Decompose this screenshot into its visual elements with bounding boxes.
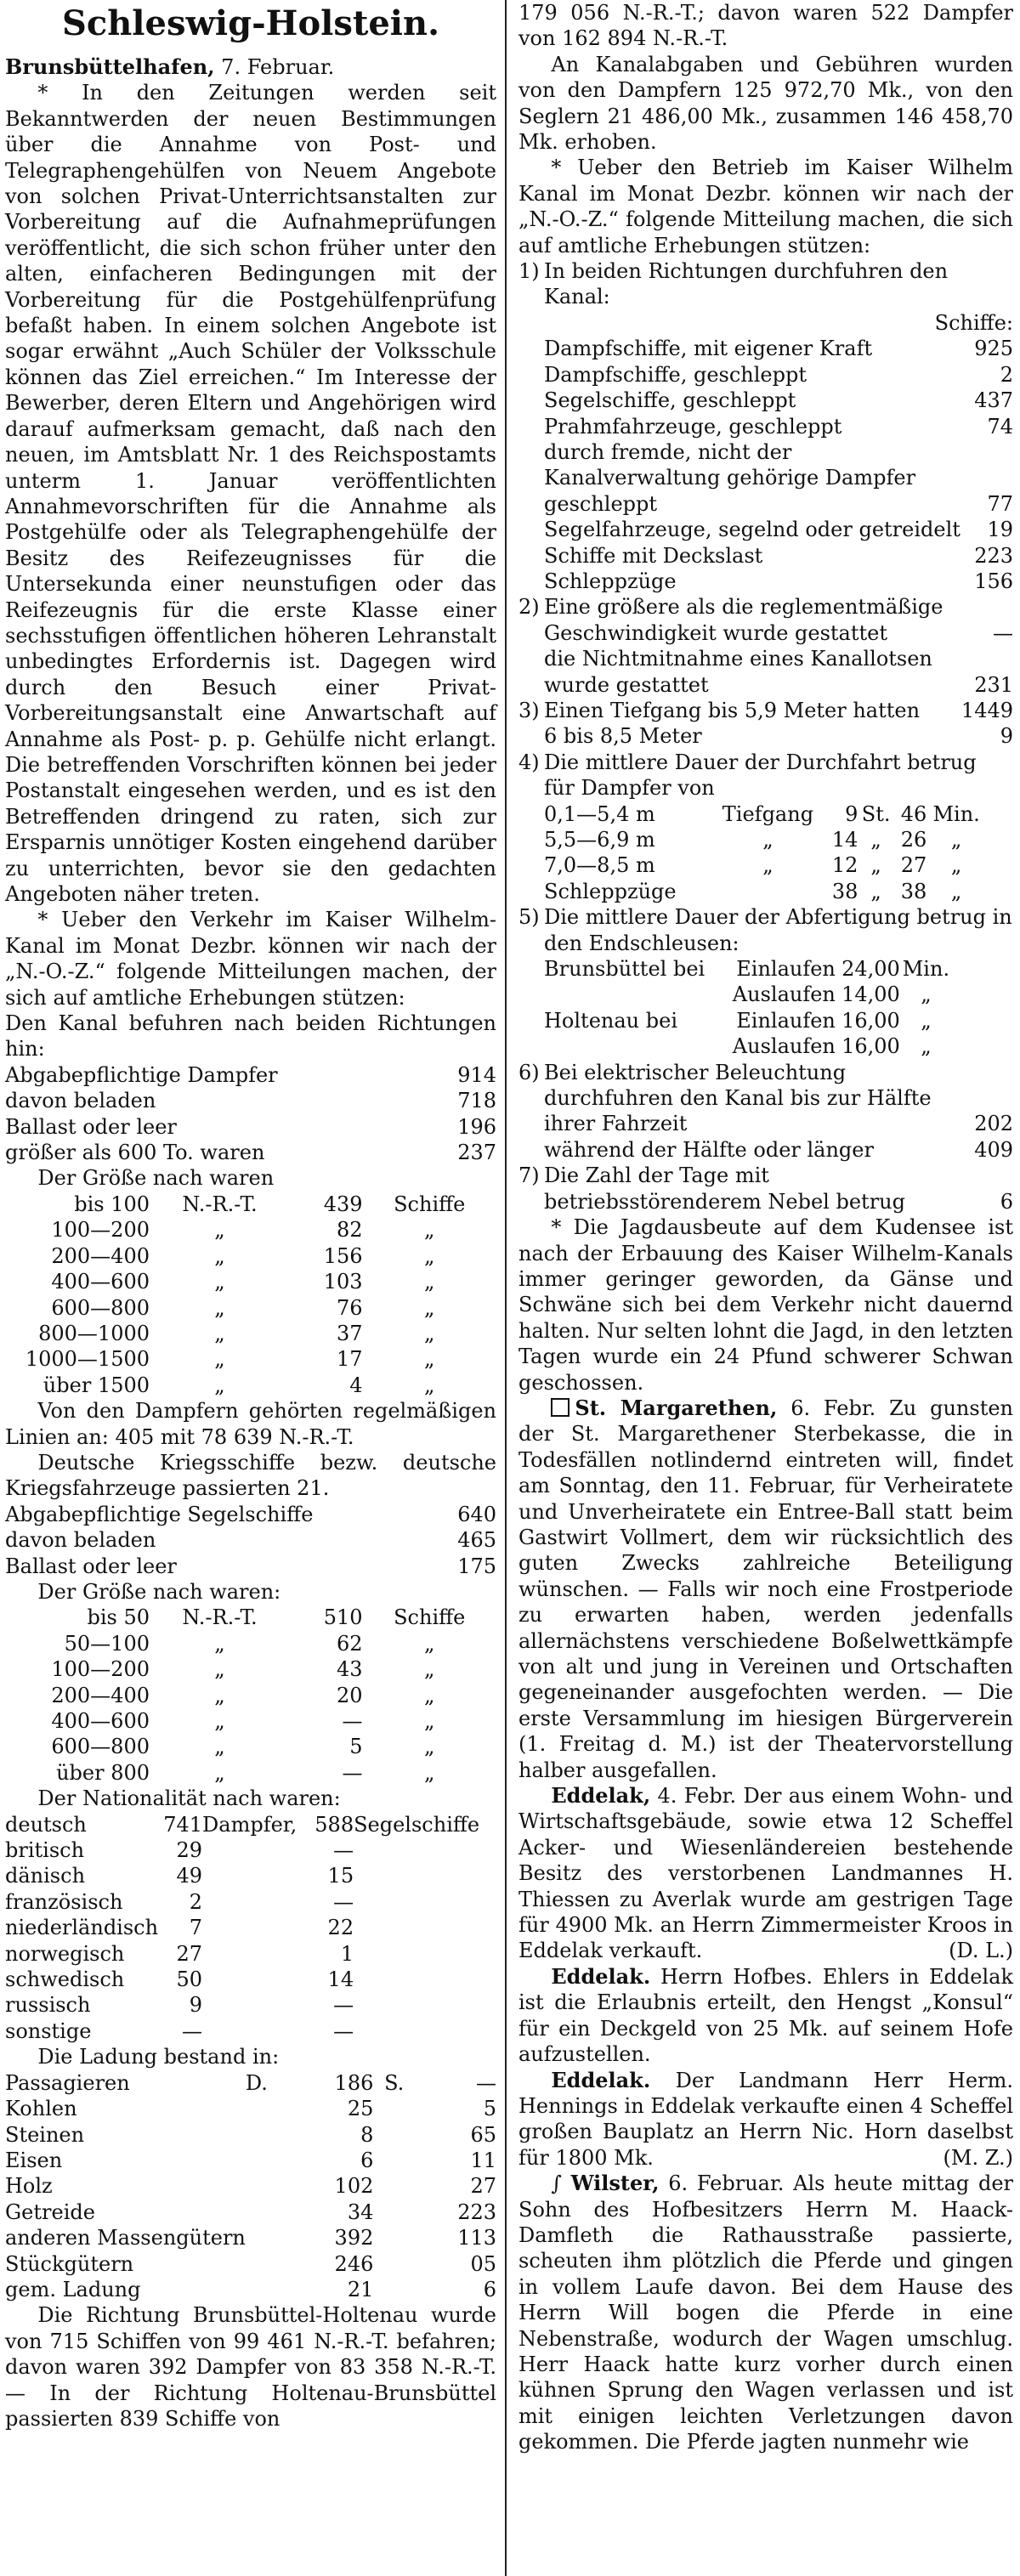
table-row: Schleppzüge 38 „ 38 „ — [544, 879, 962, 903]
table-row: Eisen 6 11 — [5, 2148, 496, 2172]
size-table-steamers — [5, 1192, 496, 1398]
place-name: Eddelak, — [551, 1783, 651, 1809]
transit-time-table — [544, 801, 986, 905]
regular-lines: Von den Dampfern gehörten regelmäßigen Linien an: 405 mit 78 639 N.-R.-T. — [5, 1399, 496, 1449]
direction-traffic: Die Richtung Brunsbüttel-Holtenau wurde von 715 Schiffen von 99 461 N.-R.-T. befahren; davon waren 392 Dampfer von 83 358 N.-R.-T. — In der Richtung Holtenau-Brunsbüttel passierten 839 Schiffe von — [5, 2303, 496, 2431]
list-item: 1) In beiden Richtungen durchfuhren den Kanal: — [518, 259, 949, 309]
source-note: (M. Z.) — [943, 2145, 1013, 2170]
table-row: Auslaufen 16,00 „ — [732, 1034, 932, 1059]
table-row: Auslaufen 14,00 „ — [732, 982, 932, 1007]
article-st-margarethen: St. Margarethen, 6. Febr. Zu gunsten der St. Margarethener Sterbekasse, die in Todesfällen notlindernd eintreten will, findet am Sonntag, den 11. Februar, für Verheiratete und Unverheiratete ein Entree-Ball statt beim Gastwirt Vollmert, dem wir rücksichtlich des guten Zwecks zahlreiche Beteiligung wünschen. — Falls wir noch eine Frostperiode zu erwarten haben, werden jedenfalls allernächstens verschiedene Boßelwettkämpfe von alt und jung in Vereinen und Ortschaften gegeneinander ausgefochten werden. — Die erste Versammlung im hiesigen Bürgerverein (1. Freitag d. M.) ist der Theatervorstellung halber ausgefallen. — [518, 1395, 1013, 1782]
nationality-heading: Der Nationalität nach waren: — [37, 1786, 341, 1811]
article-postgehuelfen: * In den Zeitungen werden seit Bekanntwerden der neuen Bestimmungen über die Annahme von Post- und Telegraphengehülfen von Neuem Angebote von solchen Privat-Unterrichtsanstalten zur Vorbereitung auf die Aufnahmeprüfungen veröffentlicht, die sich schon früher unter den alten, einfacheren Bedingungen mit der Vorbereitung für die Postgehülfenprüfung befaßt haben. In einem solchen Angebote ist sogar erwähnt „Auch Schüler der Volksschule können das Ziel erreichen.“ Im Interesse der Bewerber, deren Eltern und Angehörigen wird darauf aufmerksam gemacht, daß nach den neuen, im Amtsblatt Nr. 1 des Reichspostamts unterm 1. Januar veröffentlichten Annahmevorschriften für die Annahme als Postgehülfe oder als Telegraphengehülfe der Besitz des Reifezeugnisses für die Untersekunda einer neunstufigen oder das Reifezeugnis für die erste Klasse einer sechsstufigen öffentlichen höheren Lehranstalt unbedingtes Erfordernis ist. Dagegen wird durch den Besuch einer Privat-Vorbereitungsanstalt eine Anwartschaft auf Annahme als Post- p. p. Gehülfe nicht erlangt. Die betreffenden Vorschriften können bei jeder Postanstalt eingesehen werden, und es ist den Betreffenden dringend zu raten, sich zur Ersparnis unnötiger Kosten eingehend darüber zu unterrichten, bevor sie den gedachten Angeboten näher treten. — [5, 81, 496, 906]
stat-row: davon beladen 718 — [5, 1089, 496, 1113]
table-row: über 1500 „ 4 „ — [42, 1373, 435, 1397]
kanal-befuhren-heading: Den Kanal befuhren nach beiden Richtungen hin: — [5, 1011, 496, 1062]
steamer-stats — [5, 1062, 496, 1166]
stat-row: Dampfschiffe, geschleppt 2 — [544, 362, 1013, 387]
square-bullet-icon — [551, 1398, 570, 1417]
table-row: gem. Ladung 21 6 — [5, 2277, 496, 2301]
table-row: norwegisch 27 1 — [5, 1941, 354, 1966]
table-row: über 800 „ — „ — [56, 1760, 435, 1785]
sailer-stats — [5, 1502, 496, 1579]
warships: Deutsche Kriegsschiffe bezw. deutsche Kriegsfahrzeuge passierten 21. — [5, 1450, 496, 1501]
list-item: 4) Die mittlere Dauer der Durchfahrt betrug für Dampfer von — [518, 750, 977, 801]
table-row: 600—800 „ 5 „ — [51, 1735, 435, 1759]
article-eddelak-1: Eddelak, 4. Febr. Der aus einem Wohn- und Wirtschaftsgebäude, sowie etwa 12 Scheffel Acker- und Wiesenländereien bestehende Besitz des verstorbenen Landmannes H. Thiessen zu Averlak wurde am gestrigen Tage für 4900 Mk. an Herrn Zimmermeister Kroos in Eddelak verkauft. (D. L.) — [518, 1783, 1013, 1963]
table-row: russisch 9 — — [5, 1993, 354, 2018]
list-item: 6) Bei elektrischer Beleuchtung durchfuhren den Kanal bis zur Hälfte ihrer Fahrzeit 202 während der Hälfte oder länger 409 — [518, 1060, 1013, 1162]
stat-row: Schleppzüge 156 — [544, 569, 1013, 593]
article-jagdausbeute: * Die Jagdausbeute auf dem Kudensee ist nach der Erbauung des Kaiser Wilhelm-Kanals immer geringer geworden, da Gänse und Schwäne sich bei dem Verkehr nicht dauernd halten. Nur selten lohnt die Jagd, in den letzten Tagen wurde ein 24 Pfund schwerer Schwan geschossen. — [518, 1215, 1013, 1395]
table-row: anderen Massengütern 392 113 — [5, 2226, 496, 2250]
stat-row: Abgabepflichtige Segelschiffe 640 — [5, 1502, 496, 1526]
table-row: Brunsbüttel bei Einlaufen 24,00 Min. — [544, 957, 950, 982]
stat-row: Ballast oder leer 196 — [5, 1114, 496, 1139]
item1-rows — [518, 336, 1013, 594]
stat-row: durch fremde, nicht der Kanalverwaltung gehörige Dampfer geschleppt 77 — [544, 439, 1013, 516]
dateline — [5, 54, 496, 80]
article-kanalverkehr-intro: * Ueber den Verkehr im Kaiser Wilhelm-Kanal im Monat Dezbr. können wir nach der „N.-O.-Z.“ folgende Mitteilungen machen, der sich auf amtliche Erhebungen stützen: — [5, 908, 496, 1010]
table-row: britisch 29 — — [5, 1838, 354, 1863]
table-row: 400—600 „ — „ — [51, 1709, 435, 1733]
stat-row: Segelfahrzeuge, segelnd oder getreidelt 19 — [544, 518, 1013, 542]
table-row: 50—100 „ 62 „ — [64, 1631, 435, 1656]
table-row: französisch 2 — — [5, 1889, 354, 1914]
article-kanalbetrieb-intro: * Ueber den Betrieb im Kaiser Wilhelm Kanal im Monat Dezbr. können wir nach der „N.-O.-Z.“ folgende Mitteilung machen, die sich auf amtliche Erhebungen stützen: — [518, 156, 1013, 258]
table-row: deutsch 741 Dampfer, 588 Segelschiffe — [5, 1812, 480, 1837]
stat-row: Schiffe mit Deckslast 223 — [544, 543, 1013, 568]
ships-unit: Schiffe: — [934, 310, 1013, 335]
stat-row: größer als 600 To. waren 237 — [5, 1141, 496, 1165]
table-row: 1000—1500 „ 17 „ — [25, 1347, 435, 1372]
section-title: Schleswig-Holstein. — [61, 3, 439, 43]
dateline-place: Brunsbüttelhafen, — [5, 54, 215, 79]
place-name: Eddelak. — [551, 2067, 651, 2092]
table-row: sonstige — — — [5, 2018, 354, 2043]
table-row: schwedisch 50 14 — [5, 1967, 354, 1992]
right-column — [518, 0, 1013, 2455]
size-heading-sailers: Der Größe nach waren: — [37, 1579, 281, 1604]
table-row: Steinen 8 65 — [5, 2122, 496, 2147]
table-row: Getreide 34 223 — [5, 2200, 496, 2224]
stat-row: Prahmfahrzeuge, geschleppt 74 — [544, 414, 1013, 439]
table-row: 200—400 „ 20 „ — [51, 1683, 435, 1707]
table-row: dänisch 49 15 — [5, 1864, 354, 1888]
table-row: Holtenau bei Einlaufen 16,00 „ — [544, 1008, 932, 1033]
table-row: bis 50 N.-R.-T. 510 Schiffe — [87, 1605, 466, 1630]
list-item: 2) Eine größere als die reglementmäßige Geschwindigkeit wurde gestattet — die Nichtmitnahme eines Kanallotsen wurde gestattet 231 — [518, 595, 1013, 697]
stat-row: Dampfschiffe, mit eigener Kraft 925 — [544, 337, 1013, 361]
table-row: Passagieren D. 186 S. — — [5, 2070, 496, 2095]
signum-icon: ∫ — [551, 2171, 571, 2196]
table-row: Stückgütern 246 05 — [5, 2251, 496, 2276]
place-name: Wilster, — [570, 2171, 660, 2196]
nationality-table — [5, 1812, 496, 2045]
list-item: 5) Die mittlere Dauer der Abfertigung betrug in den Endschleusen: — [518, 905, 1012, 955]
column-divider — [505, 0, 507, 2576]
table-row: 100—200 „ 82 „ — [51, 1218, 435, 1243]
dateline-date: 7. Februar. — [221, 55, 335, 79]
source-note: (D. L.) — [949, 1939, 1013, 1963]
table-row: 7,0—8,5 m „ 12 „ 27 „ — [544, 853, 962, 878]
lock-time-table — [544, 956, 952, 1060]
table-row: bis 100 N.-R.-T. 439 Schiffe — [74, 1192, 466, 1216]
place-name: St. Margarethen, — [575, 1395, 778, 1420]
left-column — [5, 0, 496, 2432]
place-name: Eddelak. — [551, 1963, 651, 1989]
stat-row: Ballast oder leer 175 — [5, 1554, 496, 1578]
list-item: 7) Die Zahl der Tage mit betriebsstörenderem Nebel betrug 6 — [518, 1163, 1013, 1214]
table-row: 100—200 „ 43 „ — [51, 1657, 435, 1682]
list-item: 3) Einen Tiefgang bis 5,9 Meter hatten 1449 6 bis 8,5 Meter 9 — [518, 698, 1013, 749]
table-row: 800—1000 „ 37 „ — [38, 1321, 435, 1345]
article-wilster: ∫ Wilster, 6. Februar. Als heute mittag der Sohn des Hofbesitzers Herrn M. Haack-Damfleth die Rathausstraße passierte, scheuten ihm plötzlich die Pferde und gingen in vollem Laufe davon. Bei dem Hause des Herrn Will bogen die Pferde in eine Nebenstraße, wodurch der Wagen umschlug. Herr Haack hatte kurz vorher durch einen kühnen Sprung den Wagen verlassen und ist mit einigen leichten Verletzungen davon gekommen. Die Pferde jagten nunmehr wie — [518, 2171, 1013, 2454]
cargo-heading: Die Ladung bestand in: — [37, 2045, 280, 2069]
stat-row: Segelschiffe, geschleppt 437 — [544, 388, 1013, 413]
cargo-table — [5, 2070, 496, 2303]
article-eddelak-2: Eddelak. Herrn Hofbes. Ehlers in Eddelak ist die Erlaubnis erteilt, den Hengst „Konsul“ für ein Deckgeld von 25 Mk. auf seinem Hofe aufzustellen. — [518, 1963, 1014, 2067]
table-row: 600—800 „ 76 „ — [51, 1295, 435, 1320]
table-row: Holz 102 27 — [5, 2174, 496, 2199]
table-row: 200—400 „ 156 „ — [51, 1243, 435, 1268]
table-row: 0,1—5,4 m Tiefgang 9 St. 46 Min. — [544, 801, 980, 826]
size-table-sailers — [5, 1605, 496, 1786]
table-row: niederländisch 7 22 — [5, 1916, 354, 1940]
table-row: Kohlen 25 5 — [5, 2097, 496, 2121]
stat-row: Abgabepflichtige Dampfer 914 — [5, 1062, 496, 1087]
canal-fees: An Kanalabgaben und Gebühren wurden von den Dampfern 125 972,70 Mk., von den Seglern 21 486,00 Mk., zusammen 146 458,70 Mk. erhoben. — [518, 52, 1013, 155]
direction-traffic-cont: 179 056 N.-R.-T.; davon waren 522 Dampfer von 162 894 N.-R.-T. — [518, 1, 1013, 51]
article-eddelak-3: Eddelak. Der Landmann Herr Herm. Hennings in Eddelak verkaufte einen 4 Scheffel großen Bauplatz an Herrn Nic. Horn daselbst für 1800 Mk. (M. Z.) — [518, 2067, 1013, 2170]
table-row: 400—600 „ 103 „ — [51, 1270, 435, 1294]
table-row: 5,5—6,9 m „ 14 „ 26 „ — [544, 828, 962, 852]
size-heading-steamers: Der Größe nach waren — [37, 1166, 275, 1191]
stat-row: davon beladen 465 — [5, 1528, 496, 1553]
